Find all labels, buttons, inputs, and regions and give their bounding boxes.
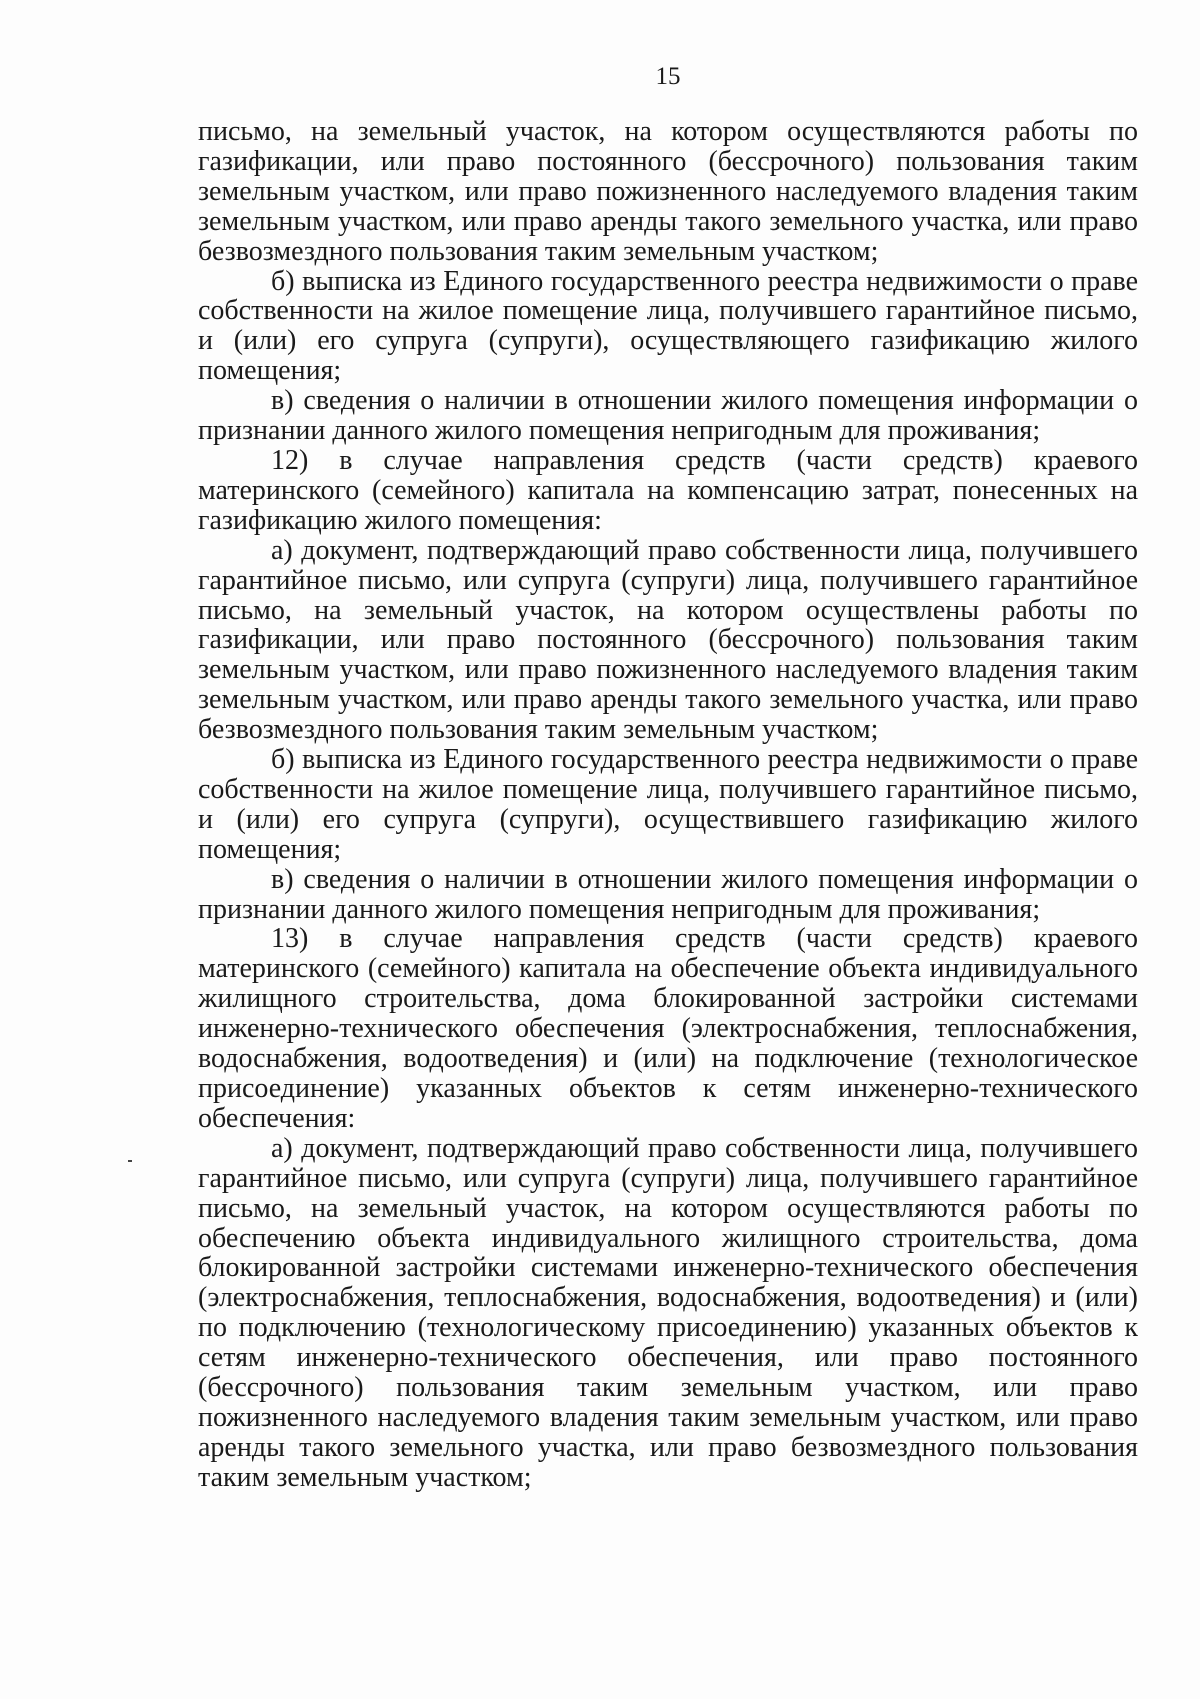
paragraph: б) выписка из Единого государственного реестра недвижимости о праве собственности на жилое помещение лица, получившего гарантийное письмо, и (или) его супруга (супруги), осуществляющего газификацию жилого помещения; bbox=[198, 265, 1138, 387]
paragraph: а) документ, подтверждающий право собственности лица, получившего гарантийное письмо, или супруга (супруги) лица, получившего гарантийное письмо, на земельный участок, на котором осуществлены работы по газификации, или право постоянного (бессрочного) пользования таким земельным участком, или право пожизненного наследуемого владения таким земельным участком, или право аренды такого земельного участка, или право безвозмездного пользования таким земельным участком; bbox=[198, 534, 1138, 746]
paragraph: 13) в случае направления средств (части средств) краевого материнского (семейного) капитала на обеспечение объекта индивидуального жилищного строительства, дома блокированной застройки системами инженерно-технического обеспечения (электроснабжения, теплоснабжения, водоснабжения, водоотведения) и (или) на подключение (технологическое присоединение) указанных объектов к сетям инженерно-технического обеспечения: bbox=[198, 923, 1138, 1134]
paragraph: б) выписка из Единого государственного реестра недвижимости о праве собственности на жилое помещение лица, получившего гарантийное письмо, и (или) его супруга (супруги), осуществившего газификацию жилого помещения; bbox=[198, 744, 1138, 865]
paragraph: в) сведения о наличии в отношении жилого помещения информации о признании данного жилого помещения непригодным для проживания; bbox=[198, 385, 1138, 447]
paragraph: 12) в случае направления средств (части средств) краевого материнского (семейного) капитала на компенсацию затрат, понесенных на газификацию жилого помещения: bbox=[198, 444, 1138, 536]
paragraph: в) сведения о наличии в отношении жилого помещения информации о признании данного жилого помещения непригодным для проживания; bbox=[198, 863, 1138, 925]
scan-speck bbox=[128, 1160, 132, 1162]
document-body bbox=[198, 117, 1138, 1493]
page-number: 15 bbox=[655, 63, 681, 90]
paragraph: письмо, на земельный участок, на котором осуществляются работы по газификации, или право постоянного (бессрочного) пользования таким земельным участком, или право пожизненного наследуемого владения таким земельным участком, или право аренды такого земельного участка, или право безвозмездного пользования таким земельным участком; bbox=[198, 116, 1138, 267]
paragraph: а) документ, подтверждающий право собственности лица, получившего гарантийное письмо, или супруга (супруги) лица, получившего гарантийное письмо, на земельный участок, на котором осуществляются работы по обеспечению объекта индивидуального жилищного строительства, дома блокированной застройки системами инженерно-технического обеспечения (электроснабжения, теплоснабжения, водоснабжения, водоотведения) и (или) по подключению (технологическому присоединению) указанных объектов к сетям инженерно-технического обеспечения, или право постоянного (бессрочного) пользования таким земельным участком, или право пожизненного наследуемого владения таким земельным участком, или право аренды такого земельного участка, или право безвозмездного пользования таким земельным участком; bbox=[198, 1132, 1138, 1493]
